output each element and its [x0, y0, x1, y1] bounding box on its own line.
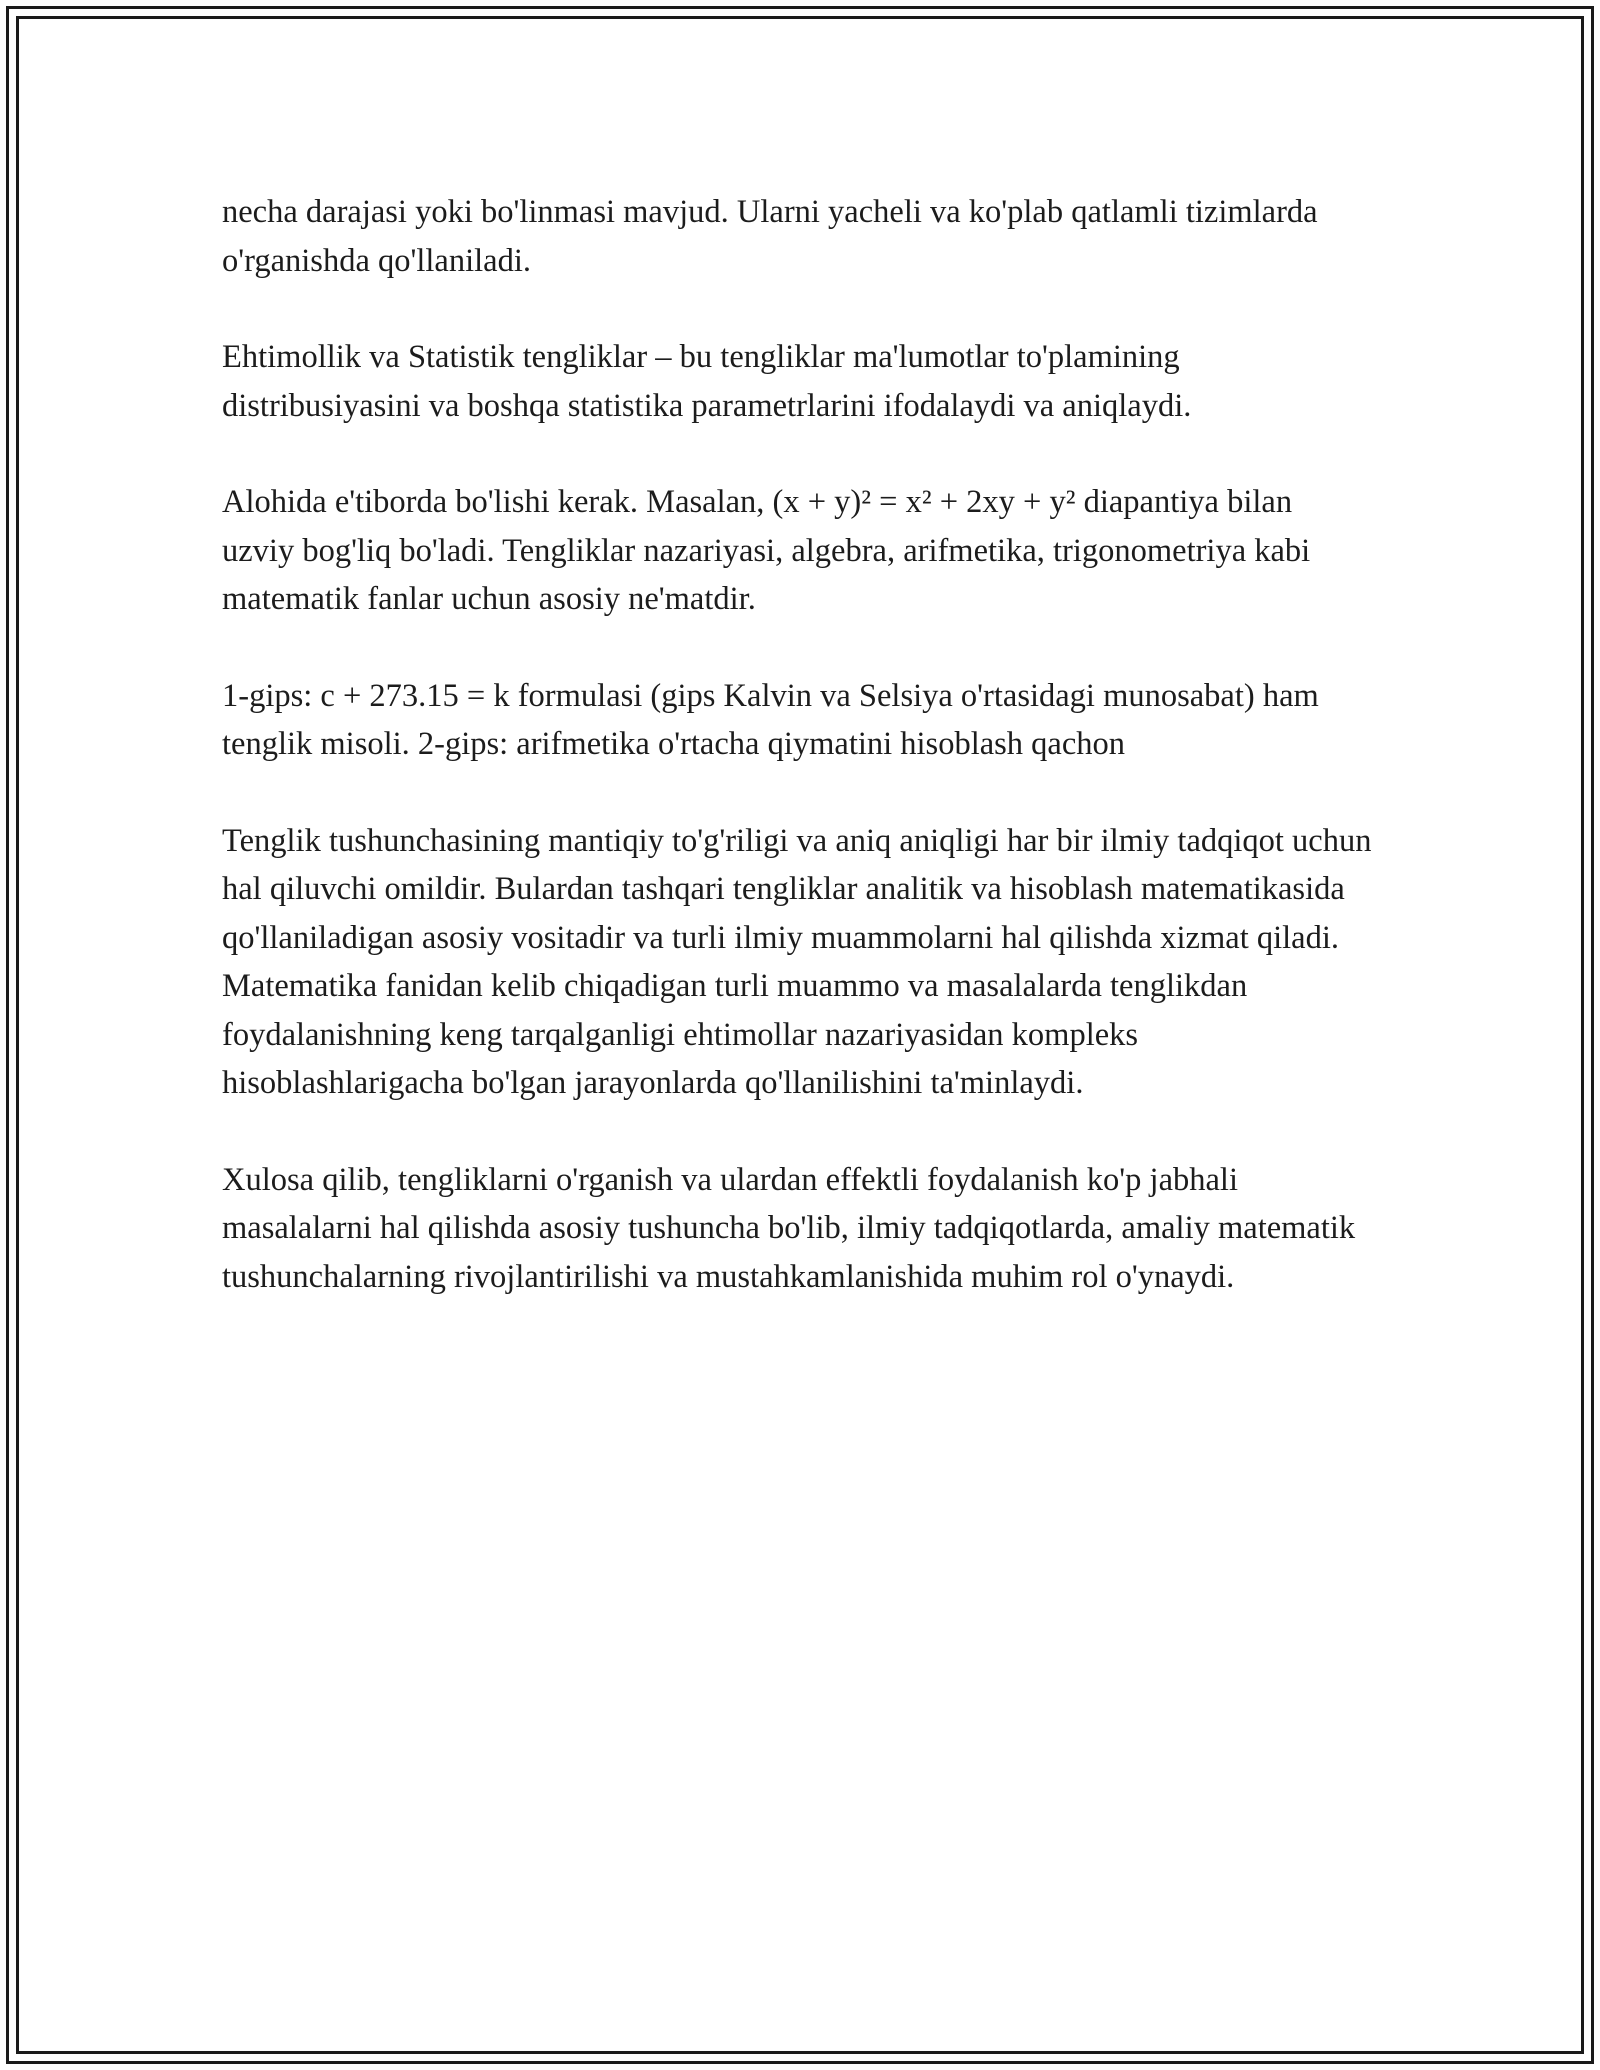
paragraph-1: necha darajasi yoki bo'linmasi mavjud. Ularni yacheli va ko'plab qatlamli tizimlarda o'rganishda qo'llaniladi. [222, 194, 1318, 279]
document-body [222, 188, 1372, 1349]
paragraph-6: Xulosa qilib, tengliklarni o'rganish va ulardan effektli foydalanish ko'p jabhali masalalarni hal qilishda asosiy tushuncha bo'lib, ilmiy tadqiqotlarda, amaliy matematik tushunchalarning rivojlantirilishi va mustahkamlanishida muhim rol o'ynaydi. [222, 1161, 1356, 1295]
paragraph-2: Ehtimollik va Statistik tengliklar – bu tengliklar ma'lumotlar to'plamining distribusiyasini va boshqa statistika parametrlarini ifodalaydi va aniqlaydi. [222, 339, 1192, 424]
paragraph-4: 1-gips: c + 273.15 = k formulasi (gips Kalvin va Selsiya o'rtasidagi munosabat) ham tenglik misoli. 2-gips: arifmetika o'rtacha qiymatini hisoblash qachon [222, 677, 1319, 762]
paragraph-3: Alohida e'tiborda bo'lishi kerak. Masalan, (x + y)² = x² + 2xy + y² diapantiya bilan uzviy bog'liq bo'ladi. Tengliklar nazariyasi, algebra, arifmetika, trigonometriya kabi matematik fanlar uchun asosiy ne'matdir. [222, 484, 1311, 617]
paragraph-5: Tenglik tushunchasining mantiqiy to'g'riligi va aniq aniqligi har bir ilmiy tadqiqot uchun hal qiluvchi omildir. Bulardan tashqari tengliklar analitik va hisoblash matematikasida qo'llaniladigan asosiy vositadir va turli ilmiy muammolarni hal qilishda xizmat qiladi. Matematika fanidan kelib chiqadigan turli muammo va masalalarda tenglikdan foydalanishning keng tarqalganligi ehtimollar nazariyasidan kompleks hisoblashlarigacha bo'lgan jarayonlarda qo'llanilishini ta'minlaydi. [222, 822, 1372, 1101]
